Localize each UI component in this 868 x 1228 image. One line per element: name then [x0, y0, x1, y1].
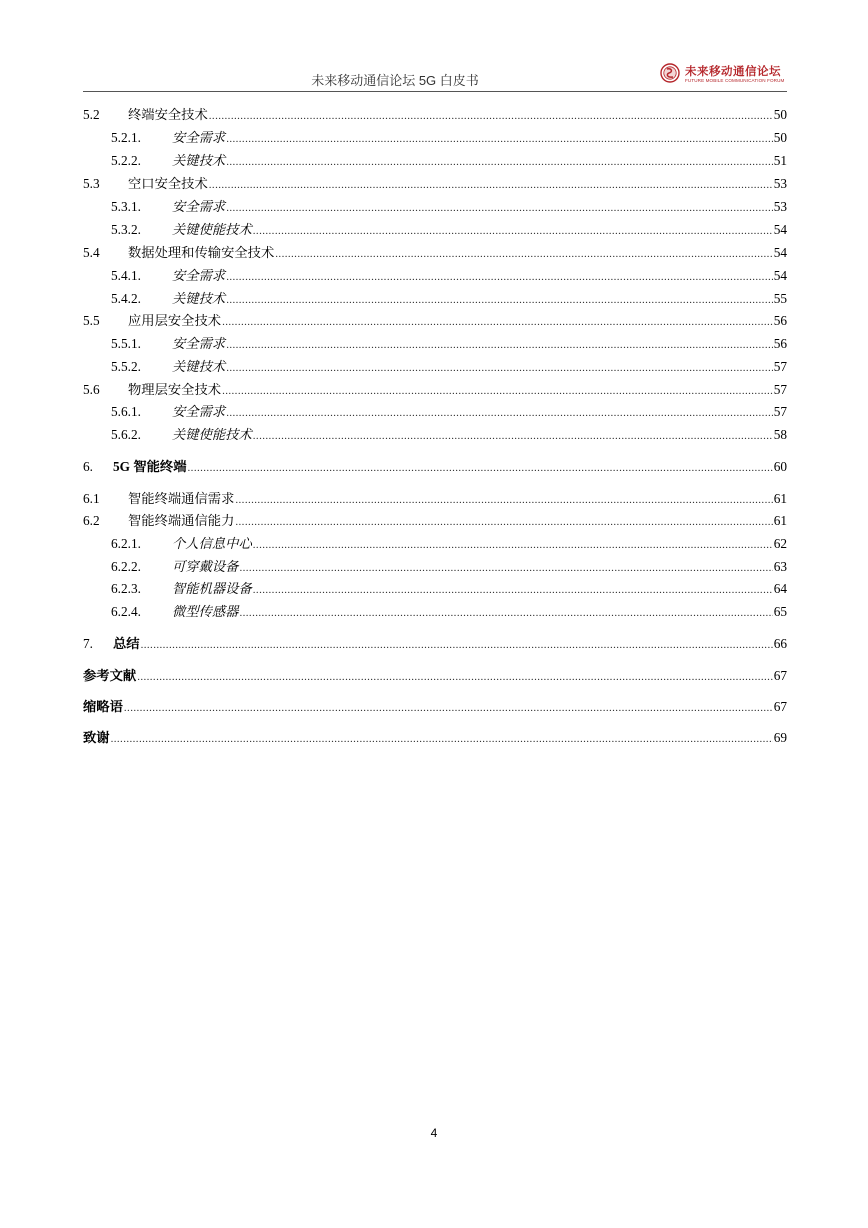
toc-entry-page: 53 — [773, 176, 787, 191]
toc-entry[interactable] — [111, 151, 787, 171]
toc-entry-page: 56 — [773, 336, 787, 351]
toc-entry-title: 致谢 — [83, 730, 110, 745]
toc-leader-dots — [226, 335, 773, 355]
toc-entry[interactable] — [83, 243, 787, 263]
toc-entry[interactable] — [83, 380, 787, 400]
toc-entry[interactable] — [111, 602, 787, 622]
toc-leader-dots — [226, 403, 773, 423]
toc-entry[interactable] — [83, 105, 787, 125]
logo-text: 未来移动通信论坛 — [685, 64, 781, 78]
toc-entry-number: 6.2 — [83, 513, 100, 528]
toc-entry-page: 65 — [773, 604, 787, 619]
toc-entry-number: 5.3 — [83, 176, 100, 191]
forum-logo — [660, 62, 786, 86]
toc-entry-number: 6.1 — [83, 491, 100, 506]
toc-entry[interactable] — [111, 334, 787, 354]
toc-entry-number: 6.2.2. — [111, 559, 141, 574]
toc-entry[interactable] — [111, 220, 787, 240]
toc-entry-title: 关键技术 — [172, 359, 226, 374]
toc-entry-title: 空口安全技术 — [128, 176, 208, 191]
toc-entry-page: 69 — [773, 730, 787, 745]
toc-entry-title: 可穿戴设备 — [172, 559, 239, 574]
toc-entry-page: 62 — [773, 536, 787, 551]
header-divider — [83, 91, 787, 92]
toc-entry-title: 安全需求 — [172, 268, 226, 283]
toc-entry-page: 50 — [773, 107, 787, 122]
toc-entry-title: 终端安全技术 — [128, 107, 208, 122]
toc-entry[interactable] — [111, 579, 787, 599]
toc-entry-number: 5.3.1. — [111, 199, 141, 214]
toc-entry-page: 61 — [773, 513, 787, 528]
toc-entry-number: 5.6.1. — [111, 404, 141, 419]
running-header-title: 未来移动通信论坛 5G 白皮书 — [311, 73, 479, 88]
toc-entry[interactable] — [83, 697, 787, 717]
toc-entry-title: 应用层安全技术 — [128, 313, 222, 328]
toc-leader-dots — [209, 106, 773, 126]
toc-entry-title: 安全需求 — [172, 404, 226, 419]
toc-entry-page: 51 — [773, 153, 787, 168]
toc-entry[interactable] — [111, 357, 787, 377]
toc-entry-title: 参考文献 — [83, 668, 137, 683]
toc-leader-dots — [226, 152, 773, 172]
toc-entry[interactable] — [111, 128, 787, 148]
toc-entry-number: 5.3.2. — [111, 222, 141, 237]
toc-entry-title: 数据处理和传输安全技术 — [128, 245, 275, 260]
forum-logo-icon — [660, 63, 680, 83]
toc-leader-dots — [226, 290, 773, 310]
toc-leader-dots — [226, 267, 773, 287]
toc-entry-title: 关键技术 — [172, 291, 226, 306]
toc-entry-title: 智能终端通信需求 — [128, 491, 235, 506]
toc-entry-title: 智能终端通信能力 — [128, 513, 235, 528]
toc-leader-dots — [226, 198, 773, 218]
toc-entry-number: 6.2.4. — [111, 604, 141, 619]
toc-entry-page: 63 — [773, 559, 787, 574]
toc-leader-dots — [253, 426, 773, 446]
toc-entry-page: 57 — [773, 404, 787, 419]
toc-entry-title: 关键使能技术 — [172, 222, 252, 237]
toc-entry-page: 57 — [773, 382, 787, 397]
toc-leader-dots — [222, 312, 773, 332]
toc-entry-title: 5G 智能终端 — [113, 459, 187, 474]
toc-entry-page: 53 — [773, 199, 787, 214]
toc-entry[interactable] — [111, 197, 787, 217]
toc-entry-page: 57 — [773, 359, 787, 374]
toc-entry[interactable] — [83, 666, 787, 686]
toc-entry-title: 安全需求 — [172, 130, 226, 145]
toc-entry-number: 5.2.2. — [111, 153, 141, 168]
toc-leader-dots — [226, 358, 773, 378]
toc-leader-dots — [253, 580, 773, 600]
toc-entry-page: 64 — [773, 581, 787, 596]
toc-entry-number: 5.4 — [83, 245, 100, 260]
toc-leader-dots — [124, 698, 773, 718]
toc-leader-dots — [253, 221, 773, 241]
toc-entry-page: 60 — [773, 459, 787, 474]
toc-entry-title: 安全需求 — [172, 336, 226, 351]
toc-entry[interactable] — [111, 402, 787, 422]
logo-subtext: FUTURE MOBILE COMMUNICATION FORUM — [685, 78, 785, 83]
toc-leader-dots — [111, 729, 773, 749]
toc-leader-dots — [209, 175, 773, 195]
toc-entry[interactable] — [83, 728, 787, 748]
toc-leader-dots — [137, 667, 773, 687]
toc-entry[interactable] — [111, 289, 787, 309]
toc-entry[interactable] — [111, 425, 787, 445]
toc-entry[interactable] — [111, 557, 787, 577]
toc-leader-dots — [235, 512, 772, 532]
toc-entry-number: 5.4.1. — [111, 268, 141, 283]
toc-entry-page: 58 — [773, 427, 787, 442]
toc-leader-dots — [239, 558, 772, 578]
toc-entry-number: 6. — [83, 459, 93, 474]
toc-entry-number: 5.5.1. — [111, 336, 141, 351]
toc-leader-dots — [253, 535, 773, 555]
toc-entry-title: 关键技术 — [172, 153, 226, 168]
toc-entry-number: 5.2.1. — [111, 130, 141, 145]
toc-entry[interactable] — [83, 174, 787, 194]
toc-leader-dots — [275, 244, 772, 264]
toc-entry-number: 7. — [83, 636, 93, 651]
toc-entry-page: 54 — [773, 222, 787, 237]
toc-entry-title: 微型传感器 — [172, 604, 239, 619]
toc-entry-number: 5.6 — [83, 382, 100, 397]
toc-entry-number: 5.5 — [83, 313, 100, 328]
toc-entry-page: 61 — [773, 491, 787, 506]
toc-entry[interactable] — [83, 511, 787, 531]
toc-entry[interactable] — [111, 534, 787, 554]
toc-entry-title: 关键使能技术 — [172, 427, 252, 442]
toc-entry-title: 物理层安全技术 — [128, 382, 222, 397]
toc-entry-number: 5.4.2. — [111, 291, 141, 306]
page-number: 4 — [430, 1126, 438, 1140]
toc-leader-dots — [222, 381, 773, 401]
toc-entry[interactable] — [111, 266, 787, 286]
toc-entry-page: 54 — [773, 268, 787, 283]
toc-entry-number: 5.5.2. — [111, 359, 141, 374]
toc-leader-dots — [235, 490, 772, 510]
toc-entry[interactable] — [83, 634, 787, 654]
toc-entry-number: 5.2 — [83, 107, 100, 122]
toc-entry[interactable] — [83, 489, 787, 509]
toc-entry-page: 67 — [773, 668, 787, 683]
toc-entry-page: 66 — [773, 636, 787, 651]
toc-entry-title: 总结 — [113, 636, 140, 651]
toc-leader-dots — [188, 458, 773, 478]
toc-leader-dots — [226, 129, 773, 149]
toc-entry-page: 67 — [773, 699, 787, 714]
toc-entry-page: 56 — [773, 313, 787, 328]
toc-leader-dots — [239, 603, 772, 623]
toc-entry-number: 5.6.2. — [111, 427, 141, 442]
toc-entry-page: 55 — [773, 291, 787, 306]
toc-entry-title: 缩略语 — [83, 699, 123, 714]
toc-entry-title: 安全需求 — [172, 199, 226, 214]
toc-entry[interactable] — [83, 457, 787, 477]
toc-entry-number: 6.2.3. — [111, 581, 141, 596]
toc-entry[interactable] — [83, 311, 787, 331]
toc-entry-title: 智能机器设备 — [172, 581, 252, 596]
toc-entry-number: 6.2.1. — [111, 536, 141, 551]
toc-entry-title: 个人信息中心 — [172, 536, 252, 551]
toc-entry-page: 50 — [773, 130, 787, 145]
toc-entry-page: 54 — [773, 245, 787, 260]
toc-leader-dots — [141, 635, 773, 655]
